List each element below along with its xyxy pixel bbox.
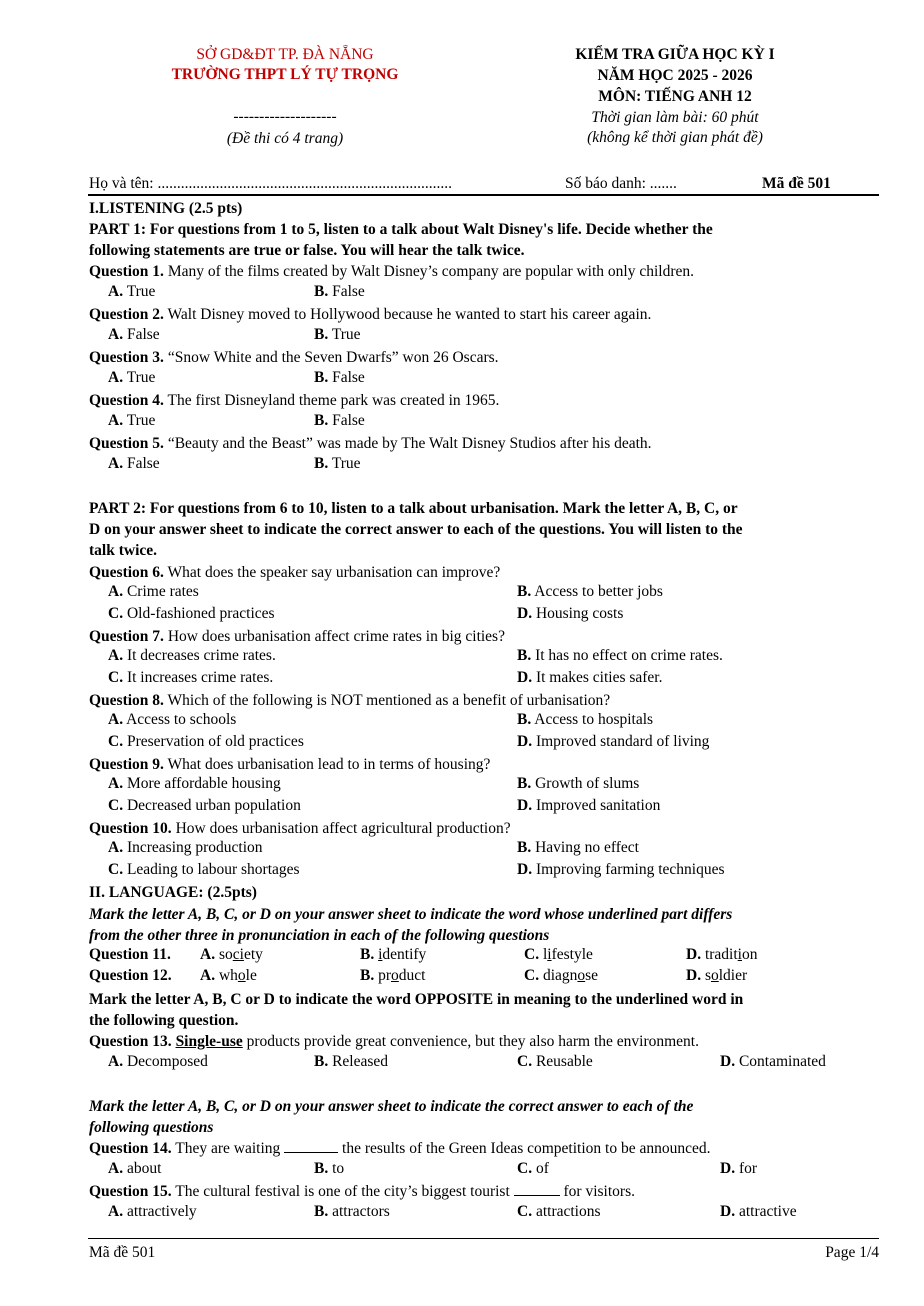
option-b[interactable]: B. Access to hospitals (517, 711, 654, 728)
option-a[interactable]: A. whole (200, 967, 257, 984)
part2-instruction-line1: PART 2: For questions from 6 to 10, listen to a talk about urbanisation. Mark the letter A, B, C, or (89, 500, 738, 517)
option-d[interactable]: D. Improved standard of living (517, 733, 710, 750)
option-c[interactable]: C. It increases crime rates. (108, 669, 274, 686)
part1-instruction-line1: PART 1: For questions from 1 to 5, listen to a talk about Walt Disney's life. Decide whether the (89, 221, 713, 238)
time-note: (không kể thời gian phát đề) (587, 129, 763, 146)
option-a[interactable]: A. It decreases crime rates. (108, 647, 276, 664)
candidate-name-field: Họ và tên: ............................................................................ (89, 175, 452, 192)
option-a[interactable]: A. Decomposed (108, 1053, 208, 1070)
question-text: “Snow White and the Seven Dwarfs” won 26 Oscars. (163, 349, 499, 366)
pages-note: (Đề thi có 4 trang) (226, 130, 344, 147)
option-b[interactable]: B. True (314, 326, 361, 343)
pronunciation-instruction-line2: from the other three in pronunciation in each of the following questions (89, 927, 550, 944)
part1-instruction-line2: following statements are true or false. You will hear the talk twice. (89, 242, 525, 259)
question-number: Question 10. (89, 820, 172, 837)
question-number: Question 8. (89, 692, 164, 709)
option-c[interactable]: C. attractions (517, 1203, 601, 1220)
option-d[interactable]: D. Contaminated (720, 1053, 826, 1070)
option-d[interactable]: D. Improved sanitation (517, 797, 661, 814)
part2-instruction-line2: D on your answer sheet to indicate the correct answer to each of the questions. You will listen to the (89, 521, 743, 538)
question-number: Question 15. (89, 1183, 172, 1200)
question-number: Question 13. (89, 1033, 172, 1050)
question-text: How does urbanisation affect agricultural production? (171, 820, 511, 837)
department-name: SỞ GD&ĐT TP. ĐÀ NẴNG (196, 46, 374, 63)
answer-blank (514, 1182, 560, 1196)
option-d[interactable]: D. It makes cities safer. (517, 669, 663, 686)
option-c[interactable]: C. Leading to labour shortages (108, 861, 300, 878)
option-d[interactable]: D. soldier (686, 967, 748, 984)
pronunciation-instruction-line1: Mark the letter A, B, C, or D on your answer sheet to indicate the word whose underlined part differs (89, 906, 733, 923)
option-c[interactable]: C. Old-fashioned practices (108, 605, 275, 622)
question-text: Which of the following is NOT mentioned as a benefit of urbanisation? (163, 692, 611, 709)
answer-blank (284, 1139, 338, 1153)
question-number: Question 12. (89, 967, 172, 984)
option-a[interactable]: A. False (108, 455, 160, 472)
question-number: Question 14. (89, 1140, 172, 1157)
option-b[interactable]: B. False (314, 369, 365, 386)
question-text: The first Disneyland theme park was created in 1965. (163, 392, 500, 409)
mc-instruction-line2: following questions (89, 1119, 214, 1136)
option-c[interactable]: C. lifestyle (524, 946, 593, 963)
footer-page-number: Page 1/4 (825, 1244, 879, 1261)
section-listening-title: I.LISTENING (2.5 pts) (89, 200, 243, 217)
footer-exam-code: Mã đề 501 (89, 1244, 156, 1261)
exam-title: KIỂM TRA GIỮA HỌC KỲ I (575, 46, 775, 63)
option-d[interactable]: D. for (720, 1160, 758, 1177)
question-number: Question 2. (89, 306, 164, 323)
opposite-instruction-line1: Mark the letter A, B, C or D to indicate the word OPPOSITE in meaning to the underlined word in (89, 991, 744, 1008)
option-a[interactable]: A. More affordable housing (108, 775, 281, 792)
option-d[interactable]: D. tradition (686, 946, 758, 963)
question-number: Question 3. (89, 349, 164, 366)
option-a[interactable]: A. True (108, 283, 156, 300)
option-b[interactable]: B. True (314, 455, 361, 472)
question-text: products provide great convenience, but they also harm the environment. (242, 1033, 699, 1050)
option-b[interactable]: B. False (314, 412, 365, 429)
option-b[interactable]: B. product (360, 967, 426, 984)
part2-instruction-line3: talk twice. (89, 542, 158, 559)
option-a[interactable]: A. Access to schools (108, 711, 237, 728)
option-d[interactable]: D. Improving farming techniques (517, 861, 725, 878)
option-c[interactable]: C. of (517, 1160, 549, 1177)
option-b[interactable]: B. attractors (314, 1203, 390, 1220)
option-a[interactable]: A. society (200, 946, 263, 963)
option-b[interactable]: B. to (314, 1160, 345, 1177)
question-number: Question 9. (89, 756, 164, 773)
option-c[interactable]: C. Preservation of old practices (108, 733, 304, 750)
question-number: Question 11. (89, 946, 171, 963)
option-a[interactable]: A. attractively (108, 1203, 197, 1220)
header-rule (88, 194, 879, 196)
time-limit: Thời gian làm bài: 60 phút (591, 109, 759, 126)
school-name: TRƯỜNG THPT LÝ TỰ TRỌNG (171, 66, 399, 83)
option-b[interactable]: B. Released (314, 1053, 389, 1070)
question-text: What does urbanisation lead to in terms of housing? (163, 756, 491, 773)
option-a[interactable]: A. True (108, 369, 156, 386)
question-number: Question 7. (89, 628, 164, 645)
option-a[interactable]: A. False (108, 326, 160, 343)
question-number: Question 1. (89, 263, 164, 280)
subject: MÔN: TIẾNG ANH 12 (598, 88, 752, 105)
option-c[interactable]: C. Reusable (517, 1053, 593, 1070)
mc-instruction-line1: Mark the letter A, B, C, or D on your answer sheet to indicate the correct answer to each of the (89, 1098, 694, 1115)
footer-rule (88, 1238, 879, 1239)
option-b[interactable]: B. Growth of slums (517, 775, 640, 792)
school-year: NĂM HỌC 2025 - 2026 (597, 67, 753, 84)
option-a[interactable]: A. about (108, 1160, 162, 1177)
option-c[interactable]: C. diagnose (524, 967, 599, 984)
opposite-instruction-line2: the following question. (89, 1012, 239, 1029)
option-c[interactable]: C. Decreased urban population (108, 797, 301, 814)
option-b[interactable]: B. identify (360, 946, 427, 963)
header-divider: -------------------- (233, 108, 337, 125)
option-b[interactable]: B. False (314, 283, 365, 300)
question-text: “Beauty and the Beast” was made by The Walt Disney Studios after his death. (163, 435, 652, 452)
question-number: Question 4. (89, 392, 164, 409)
question-text: Walt Disney moved to Hollywood because he wanted to start his career again. (163, 306, 652, 323)
exam-code: Mã đề 501 (762, 175, 831, 192)
question-number: Question 6. (89, 564, 164, 581)
section-language-title: II. LANGUAGE: (2.5pts) (89, 884, 257, 901)
question-number: Question 5. (89, 435, 164, 452)
candidate-id-field: Số báo danh: ....... (565, 175, 677, 192)
question-text: How does urbanisation affect crime rates in big cities? (163, 628, 505, 645)
question-text: Many of the films created by Walt Disney’s company are popular with only children. (163, 263, 695, 280)
underlined-word: Single-use (175, 1033, 243, 1050)
option-d[interactable]: D. Housing costs (517, 605, 624, 622)
option-b[interactable]: B. It has no effect on crime rates. (517, 647, 723, 664)
option-d[interactable]: D. attractive (720, 1203, 797, 1220)
question-text: What does the speaker say urbanisation can improve? (163, 564, 501, 581)
option-a[interactable]: A. Crime rates (108, 583, 199, 600)
option-b[interactable]: B. Access to better jobs (517, 583, 663, 600)
option-b[interactable]: B. Having no effect (517, 839, 639, 856)
option-a[interactable]: A. Increasing production (108, 839, 263, 856)
option-a[interactable]: A. True (108, 412, 156, 429)
